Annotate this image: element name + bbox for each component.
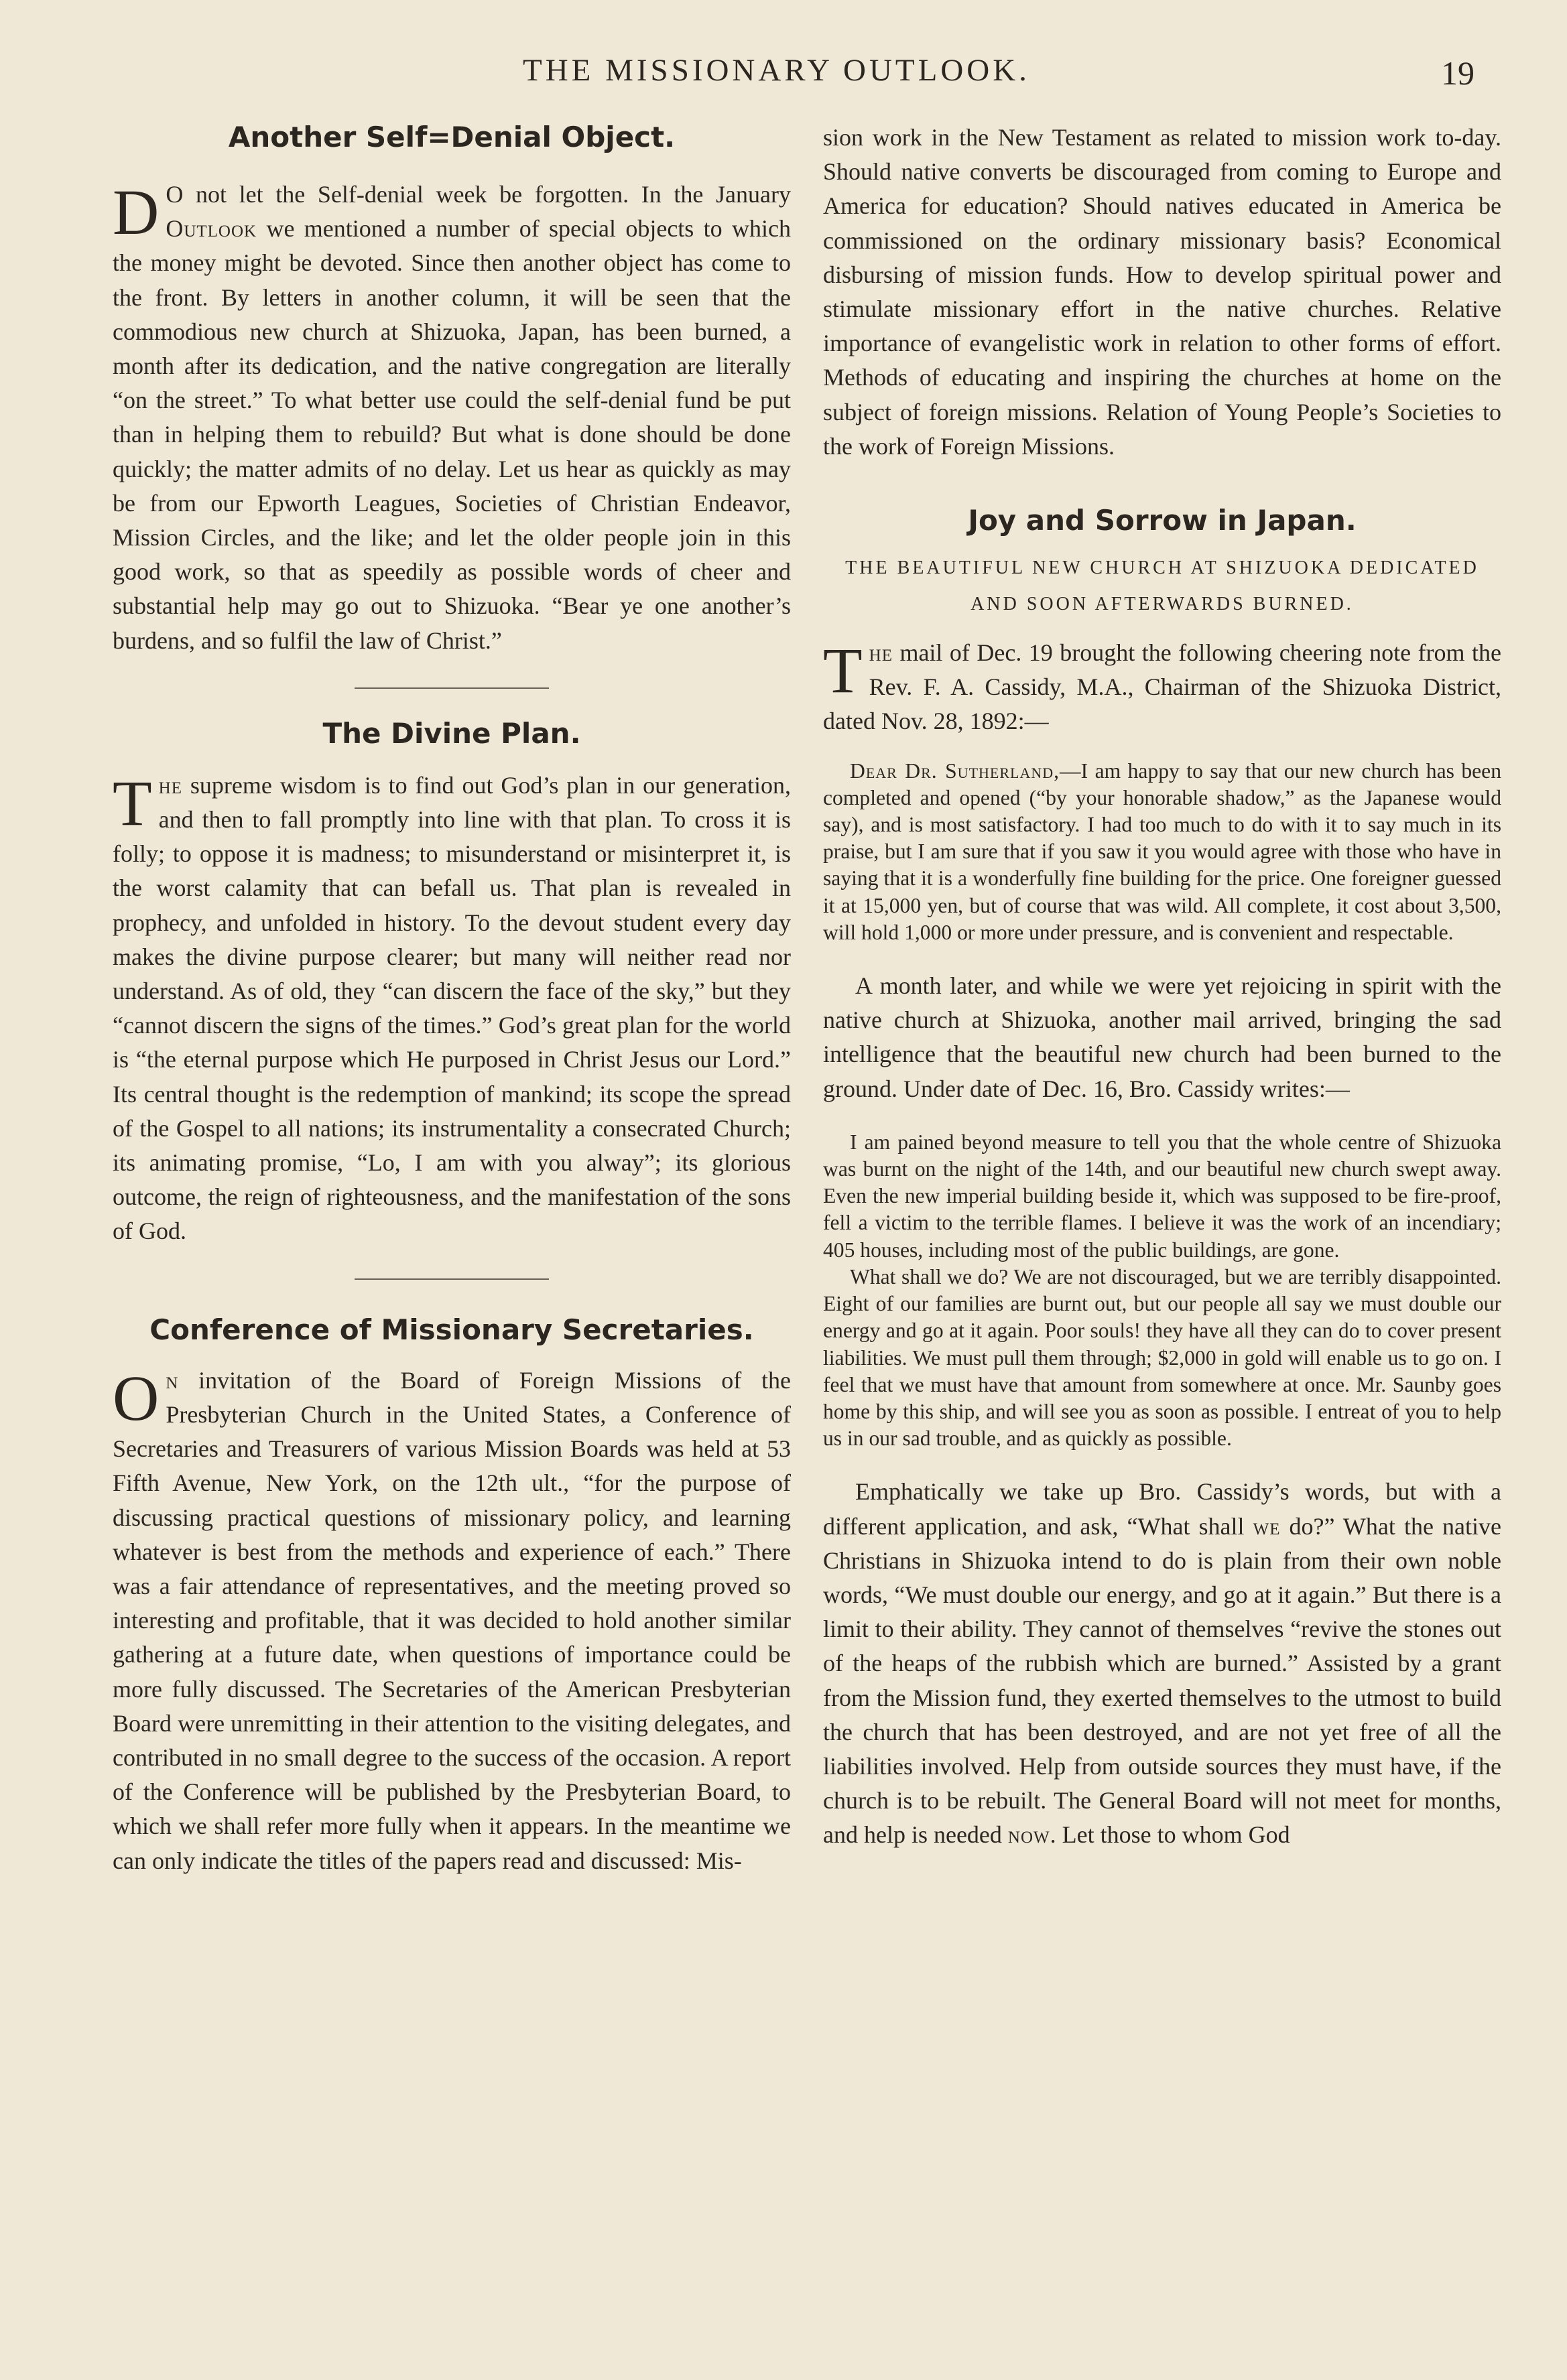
page-header [0,52,1567,99]
article-title-joy-and-sorrow: Joy and Sorrow in Japan. [968,504,1357,537]
drop-cap: T [823,635,863,707]
letter-salutation: Dear Dr. Sutherland, [850,758,1060,783]
page-number: 19 [1441,54,1475,92]
article-title-divine-plan: The Divine Plan. [322,716,581,750]
letter-quote: Dear Dr. Sutherland,—I am happy to say that our new church has been completed and opened (“by your honorable shadow,” as the Japanese would say), and is most satisfactory. I had too much to do with it to say much in its praise, but I am sure that if you saw it you would agree with those who have in saying that it is a wonderfully fine building for the price. One foreigner guessed it at 15,000 yen, but of course that was wild. All complete, it cost about 3,500, will hold 1,000 or more under pressure, and is convenient and respectable. [823,758,1501,944]
drop-cap: O [113,1362,160,1434]
article-paragraph: The mail of Dec. 19 brought the following cheering note from the Rev. F. A. Cassidy, M.A., Chairman of the Shizuoka District, dated Nov. 28, 1892:— [823,635,1501,735]
left-column [113,121,791,1878]
article-subtitle: THE BEAUTIFUL NEW CHURCH AT SHIZUOKA DEDICATED AND SOON AFTERWARDS BURNED. [845,557,1479,615]
article-paragraph: D O not let the Self-denial week be forgotten. In the January Outlook we mentioned a number of special objects to which the money might be devoted. Since then another object has come to the front. By letters in another column, it will be seen that the commodious new church at Shizuoka, Japan, has been burned, a month after its dedication, and the native congregation are literally “on the street.” To what better use could the self-denial fund be put than in helping them to rebuild? But what is done should be done quickly; the matter admits of no delay. Let us hear as quickly as may be from our Epworth Leagues, Societies of Christian Endeavor, Mission Circles, and the like; and let the older people join in this good work, so that as speedily as possible words of cheer and substantial help may go out to Shizuoka. “Bear ye one another’s burdens, and so fulfil the law of Christ.” [113,176,791,654]
article-paragraph: On invitation of the Board of Foreign Missions of the Presbyterian Church in the United States, a Conference of Secretaries and Treasurers of various Mission Boards was held at 53 Fifth Avenue, New York, on the 12th ult., “for the purpose of discussing practical questions of missionary policy, and learning whatever is best from the methods and experience of each.” There was a fair attendance of representatives, and the meeting proved so interesting and profitable, that it was decided to hold another similar gathering at a future date, when questions of importance could be more fully discussed. The Secretaries of the American Presbyterian Board were unremitting in their attention to the visiting delegates, and contributed in no small degree to the success of the occasion. A report of the Conference will be published by the Presbyterian Board, to which we shall refer more fully when it appears. In the meantime we can only indicate the titles of the papers read and discussed: Mis- [113,1362,791,1874]
right-column [823,121,1501,1853]
running-title: THE MISSIONARY OUTLOOK. [523,53,1030,88]
article-paragraph: The supreme wisdom is to find out God’s plan in our generation, and then to fall promptly into line with that plan. To cross it is folly; to oppose it is madness; to misunderstand or misinterpret it, is the worst calamity that can befall us. That plan is revealed in prophecy, and unfolded in history. To the devout student every day makes the divine purpose clearer; but many will neither read nor understand. As of old, they “can discern the face of the sky,” but they “cannot discern the signs of the times.” God’s great plan for the world is “the eternal purpose which He purposed in Christ Jesus our Lord.” Its central thought is the redemption of mankind; its scope the spread of the Gospel to all nations; its instrumentality a consecrated Church; its animating promise, “Lo, I am with you alway”; its glorious outcome, the reign of righteousness, and the manifestation of the sons of God. [113,767,791,1245]
letter-quote: I am pained beyond measure to tell you that the whole centre of Shizuoka was burnt on the night of the 14th, and our beautiful new church swept away. Even the new imperial building beside it, which was supposed to be fire-proof, fell a victim to the terrible flames. I believe it was the work of an incendiary; 405 houses, including most of the public buildings, are gone. What shall we do? We are not discouraged, but we are terribly disappointed. Eight of our families are burnt out, but our people all say we must double our energy and go at it again. Poor souls! they have all they can do to cover present liabilities. We must pull them through; $2,000 in gold will enable us to go on. I feel that we must have that amount from somewhere at once. Mr. Saunby goes home by this ship, and will see you as soon as possible. I entreat of you to help us in our sad trouble, and as quickly as possible. [823,1130,1501,1451]
article-title-self-denial: Another Self=Denial Object. [228,121,676,153]
drop-cap: D [113,176,160,248]
drop-cap: T [113,767,152,839]
article-paragraph-continued: sion work in the New Testament as related to mission work to-day. Should native converts be discouraged from coming to Europe and America for education? Should natives educated in America be commissioned on the ordinary missionary basis? Economical disbursing of mission funds. How to develop spiritual power and stimulate missionary effort in the native churches. Relative importance of evangelistic work in relation to other forms of effort. Methods of educating and inspiring the churches at home on the subject of foreign missions. Relation of Young People’s Societies to the work of Foreign Missions. [823,124,1501,460]
article-paragraph: Emphatically we take up Bro. Cassidy’s words, but with a different application, and ask, “What shall we do?” What the native Christians in Shizuoka intend to do is plain from their own noble words, “We must double our energy, and go at it again.” But there is a limit to their ability. They cannot of themselves “revive the stones out of the heaps of the rubbish which are burned.” Assisted by a grant from the Mission fund, they exerted themselves to the utmost to build the church that has been destroyed, and are not yet free of all the liabilities involved. Help from outside sources they must have, if the church is to be rebuilt. The General Board will not meet for months, and help is needed now. Let those to whom God [823,1478,1501,1849]
article-paragraph: A month later, and while we were yet rejoicing in spirit with the native church at Shizuoka, another mail arrived, bringing the sad intelligence that the beautiful new church had been burned to the ground. Under date of Dec. 16, Bro. Cassidy writes:— [823,972,1501,1102]
article-title-conference: Conference of Missionary Secretaries. [149,1313,754,1346]
